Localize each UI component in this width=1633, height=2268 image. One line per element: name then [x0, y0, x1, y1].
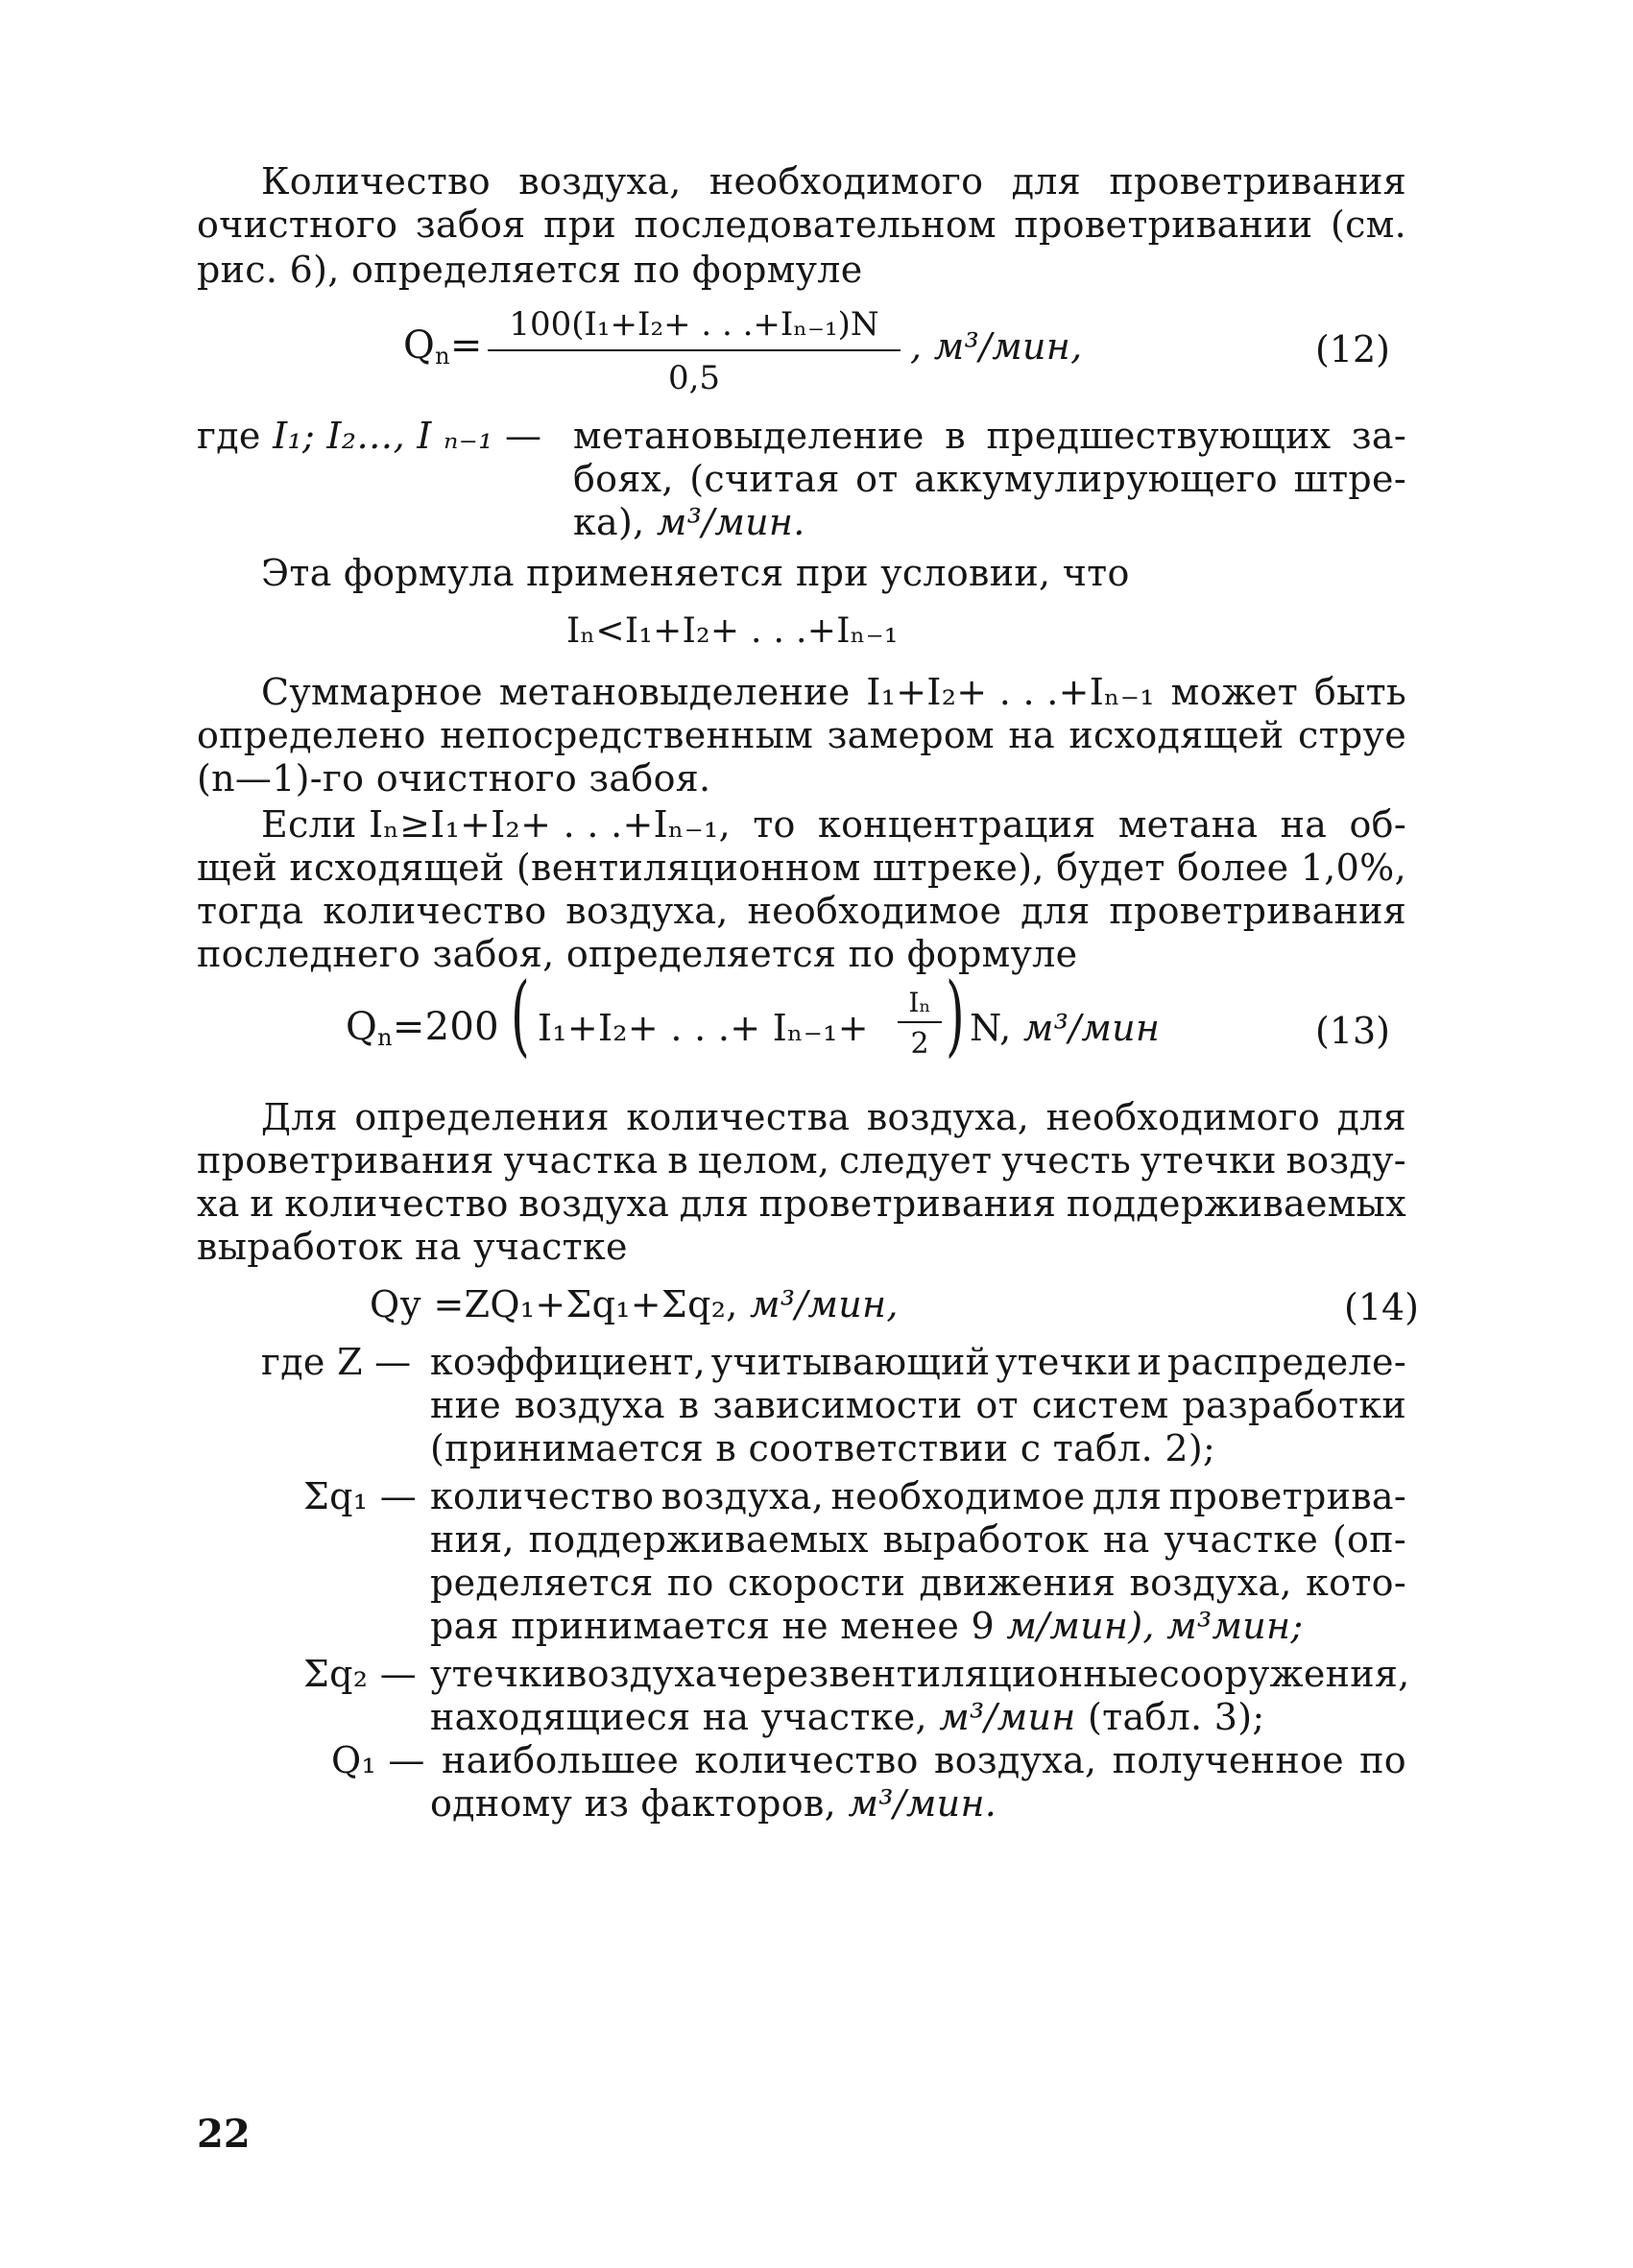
def1-line1: метановыделение в предшествующих за- — [573, 415, 1406, 457]
eq13-tail: N, м³/мин — [970, 1007, 1161, 1049]
para3-line3: (n—1)-го очистного забоя. — [197, 757, 711, 800]
para5-line1: Для определения количества воздуха, необходимого для — [261, 1096, 1406, 1138]
para4-line3: тогда количество воздуха, необходимое для проветривания — [197, 890, 1406, 932]
eq13-lhs: $Q_n=200$ — [346, 1005, 499, 1051]
para1-line2: очистного забоя при последовательном проветривании (см. — [197, 203, 1406, 246]
def-q1-lead: Σq₁ — — [303, 1475, 418, 1517]
eq14-number: (14) — [1344, 1286, 1420, 1328]
def-q1-line3: ределяется по скорости движения воздуха, кото- — [430, 1562, 1406, 1604]
def-z-lead: где Z — — [261, 1341, 412, 1383]
eq13-open-paren: ( — [511, 964, 530, 1066]
def-q1-line1: количество воздуха, необходимое для проветрива- — [430, 1475, 1406, 1517]
para5-line4: выработок на участке — [197, 1226, 628, 1268]
para4-line1: Если Iₙ≥I₁+I₂+ . . .+Iₙ₋₁, то концентрация метана на об- — [261, 803, 1406, 846]
def-q2-line2: находящиеся на участке, м³/мин (табл. 3); — [430, 1696, 1265, 1738]
eq13-frac-denominator: 2 — [910, 1027, 929, 1061]
eq12-numerator: 100(I₁+I₂+ . . .+Iₙ₋₁)N — [509, 305, 879, 344]
def-q2-lead: Σq₂ — — [303, 1653, 418, 1695]
def-qmax-line1: наибольшее количество воздуха, полученное по — [442, 1739, 1406, 1781]
eq12-lhs: $Q_n=$ — [403, 323, 483, 370]
def-qmax-lead: Q₁ — — [331, 1739, 425, 1781]
def-q1-line4: рая принимается не менее 9 м/мин), м³мин; — [430, 1605, 1304, 1647]
def-qmax-line2: одному из факторов, м³/мин. — [430, 1782, 997, 1825]
def-q1-line2: ния, поддерживаемых выработок на участке (оп- — [430, 1518, 1406, 1561]
def1-line3: ка), м³/мин. — [573, 501, 805, 543]
para4-line2: щей исходящей (вентиляционном штреке), будет более 1,0%, — [197, 847, 1406, 889]
para5-line2: проветривания участка в целом, следует учесть утечки возду- — [197, 1139, 1406, 1182]
eq12-fraction — [488, 305, 901, 397]
def-z-line2: ние воздуха в зависимости от систем разработки — [430, 1384, 1406, 1426]
eq13-inner: I₁+I₂+ . . .+ Iₙ₋₁+ — [538, 1007, 869, 1049]
para5-line3: ха и количество воздуха для проветривания поддерживаемых — [197, 1182, 1406, 1225]
eq13-close-paren: ) — [946, 964, 965, 1066]
para3-line2: определено непосредственным замером на исходящей струе — [197, 714, 1406, 756]
para1-line1: Количество воздуха, необходимого для проветривания — [261, 160, 1406, 203]
def-q2-line1: утечки воздуха через вентиляционные сооружения, — [430, 1653, 1410, 1695]
fraction-bar — [898, 1021, 942, 1023]
page-number: 22 — [197, 2112, 251, 2157]
eq14-formula: Qу =ZQ₁+Σq₁+Σq₂, м³/мин, — [370, 1283, 899, 1325]
para2: Эта формула применяется при условии, что — [261, 552, 1130, 594]
eq12-unit: , м³/мин, — [910, 325, 1083, 368]
def-z-line1: коэффициент, учитывающий утечки и распределе- — [430, 1341, 1406, 1383]
def1-lead: где I₁; I₂…, I ₙ₋₁ — — [197, 415, 542, 457]
eq12-number: (12) — [1315, 328, 1391, 370]
condition-formula: Iₙ<I₁+I₂+ . . .+Iₙ₋₁ — [566, 611, 899, 651]
eq13-frac-numerator: Iₙ — [908, 987, 931, 1018]
eq12-denominator: 0,5 — [667, 359, 721, 397]
para4-line4: последнего забоя, определяется по формуле — [197, 933, 1078, 975]
eq13-fraction — [898, 987, 942, 1061]
def-z-line3: (принимается в соответствии с табл. 2); — [430, 1427, 1216, 1469]
fraction-bar — [488, 349, 901, 351]
def1-line2: боях, (считая от аккумулирующего штре- — [573, 458, 1406, 500]
para3-line1: Суммарное метановыделение I₁+I₂+ . . .+Iₙ₋₁ может быть — [261, 671, 1406, 713]
eq13-number: (13) — [1315, 1010, 1391, 1052]
para1-line3: рис. 6), определяется по формуле — [197, 249, 863, 291]
